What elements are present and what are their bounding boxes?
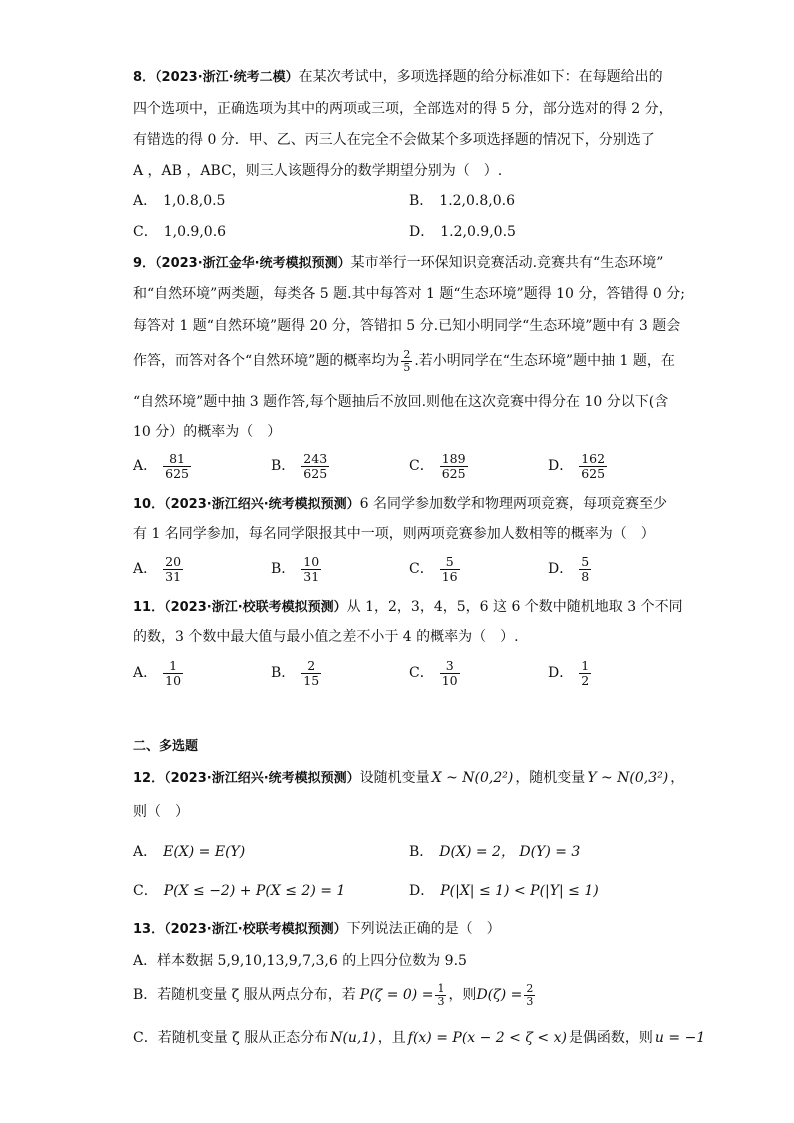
q12-option-c: C． P(X ≤ −2) + P(X ≤ 2) = 1 (133, 883, 346, 899)
q11-text1: 从 1，2，3，4，5，6 这 6 个数中随机地取 3 个不同 (346, 599, 683, 615)
q8-text1: 在某次考试中，多项选择题的给分标准如下：在每题给出的 (298, 69, 663, 85)
q9-label: 9． (133, 256, 156, 271)
q8-option-c: C． 1,0.9,0.6 (133, 224, 227, 240)
q10-source: （2023·浙江绍兴·统考模拟预测） (164, 497, 360, 512)
q11-line1 (133, 597, 683, 618)
q9-line2: 和“自然环境”两类题，每类各 5 题.其中每答对 1 题“生态环境”题得 10 分，答错得 0 分; (133, 286, 685, 302)
q8-line1 (133, 67, 663, 88)
q9-line4: 作答，而答对各个“自然环境”题的概率均为 $\frac{2}{5}$ .若小明同学在“生态环境”题中抽 1 题，在 (133, 347, 675, 374)
q13-label: 13． (133, 922, 165, 937)
q8-option-b: B． 1.2,0.8,0.6 (409, 193, 515, 209)
q9-option-d: D． $\frac{162}{625}$ (548, 450, 606, 481)
q11-option-c: C． $\frac{3}{10}$ (409, 657, 458, 688)
q12-option-a: A． E(X) = E(Y) (133, 844, 246, 860)
q8-source: （2023·浙江·统考二模） (155, 70, 299, 85)
q12-source: （2023·浙江绍兴·统考模拟预测） (164, 771, 360, 786)
q10-line2: 有 1 名同学参加，每名同学限报其中一项，则两项竞赛参加人数相等的概率为（ ） (133, 526, 655, 542)
q12-line2: 则（ ） (133, 804, 189, 820)
q9-source: （2023·浙江金华·统考模拟预测） (155, 256, 351, 271)
q10-text1: 6 名同学参加数学和物理两项竞赛，每项竞赛至少 (359, 496, 668, 512)
q8-option-d: D． 1.2,0.9,0.5 (409, 224, 516, 240)
section-title: 二、多选题 (133, 739, 199, 754)
q11-option-b: B． $\frac{2}{15}$ (271, 657, 320, 688)
q10-option-d: D． $\frac{5}{8}$ (548, 553, 590, 584)
q9-option-a: A． $\frac{81}{625}$ (133, 450, 189, 481)
q12-line1: 12．（2023·浙江绍兴·统考模拟预测）设随机变量 X ~ N(0,2²) ，随机变量 Y ~ N(0,3²) ， (133, 770, 685, 786)
q9-option-b: B． $\frac{243}{625}$ (271, 450, 328, 481)
q10-line1 (133, 494, 667, 515)
q10-option-b: B． $\frac{10}{31}$ (271, 553, 320, 584)
q9-line1 (133, 253, 663, 274)
q8-label: 8． (133, 70, 156, 85)
q11-line2: 的数，3 个数中最大值与最小值之差不小于 4 的概率为（ ）. (133, 629, 519, 645)
q13-option-a: A．样本数据 5,9,10,13,9,7,3,6 的上四分位数为 9.5 (133, 953, 467, 969)
q11-source: （2023·浙江·校联考模拟预测） (164, 600, 347, 615)
q8-line2: 四个选项中，正确选项为其中的两项或三项，全部选对的得 5 分，部分选对的得 2 分， (133, 101, 673, 117)
q12-option-b: B． D(X) = 2， D(Y) = 3 (409, 844, 581, 860)
q13-text1: 下列说法正确的是（ ） (346, 921, 501, 937)
q9-line5: “自然环境”题中抽 3 题作答,每个题抽后不放回.则他在这次竞赛中得分在 10 分以下(含 (133, 394, 669, 410)
q12-x-dist: X ~ N(0,2²) (431, 770, 514, 786)
q10-option-c: C． $\frac{5}{16}$ (409, 553, 458, 584)
q12-option-d: D． P(|X| ≤ 1) < P(|Y| ≤ 1) (409, 883, 599, 899)
q12-y-dist: Y ~ N(0,3²) (587, 770, 669, 786)
q8-option-a: A． 1,0.8,0.5 (133, 193, 226, 209)
q8-line3: 有错选的得 0 分．甲、乙、丙三人在完全不会做某个多项选择题的情况下，分别选了 (133, 132, 655, 148)
q13-option-c: C．若随机变量 ζ 服从正态分布 N(u,1) ，且 f(x) = P(x − 2 < ζ < x) 是偶函数，则 u = −1 (133, 1030, 706, 1046)
q9-option-c: C． $\frac{189}{625}$ (409, 450, 466, 481)
q12-label: 12． (133, 771, 165, 786)
q8-line4: A ，AB ，ABC，则三人该题得分的数学期望分别为（ ）. (133, 163, 503, 179)
q13-line1 (133, 919, 501, 940)
q10-label: 10． (133, 497, 165, 512)
q9-line6: 10 分）的概率为（ ） (133, 424, 282, 440)
q13-option-b: B．若随机变量 ζ 服从两点分布，若 P(ζ = 0) = $\frac{1}{3}$ ，则D(ζ) = $\frac{2}{3}$ (133, 981, 534, 1008)
q9-line3: 每答对 1 题“自然环境”题得 20 分，答错扣 5 分.已知小明同学“生态环境”题中有 3 题会 (133, 318, 681, 334)
q9-text1: 某市举行一环保知识竞赛活动.竞赛共有“生态环境” (350, 255, 664, 271)
q11-option-d: D． $\frac{1}{2}$ (548, 657, 590, 688)
q10-option-a: A． $\frac{20}{31}$ (133, 553, 182, 584)
q9-prob-fraction: $\frac{2}{5}$ (403, 347, 411, 374)
q13-source: （2023·浙江·校联考模拟预测） (164, 922, 347, 937)
q11-label: 11． (133, 600, 165, 615)
q11-option-a: A． $\frac{1}{10}$ (133, 657, 182, 688)
